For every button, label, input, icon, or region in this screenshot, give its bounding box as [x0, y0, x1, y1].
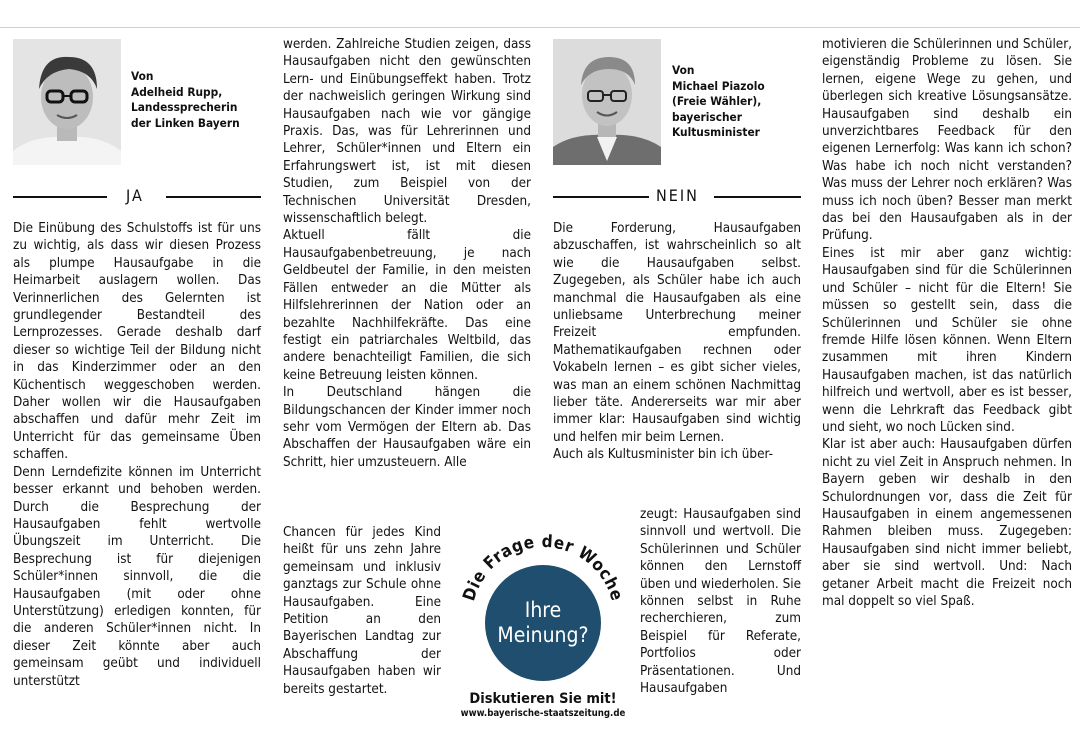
question-of-the-week-promo[interactable] — [452, 520, 634, 720]
ja-author-name: Adelheid Rupp, — [131, 84, 223, 99]
ja-paragraph: Chancen für jedes Kind heißt für uns zehn Jahre gemeinsam und inklusiv ganztags zur Schule ohne Hausaufgaben. Eine Petition an den Bayerischen Landtag zur Abschaffung der Hausaufgaben haben wir bereits gestartet. — [283, 525, 441, 697]
ja-author-role2: der Linken Bayern — [131, 115, 240, 130]
nein-column-1 — [553, 220, 801, 464]
promo-arc-text: Die Frage der Woche — [459, 531, 627, 604]
ja-author-credit — [131, 69, 240, 131]
top-rule — [0, 27, 1080, 28]
ja-paragraph: werden. Zahlreiche Studien zeigen, dass Hausaufgaben nicht den gewünschten Lern- und Einübungseffekt haben. Trotz der nachweislich geringen Wirkung sind Hausaufgaben nach wie vor gängige Praxis. Das, was für Lehrerinnen und Lehrer, Schüler*innen und Eltern ein Erfahrungswert ist, ist mit diesen Studien, zum Beispiel von der Technischen Universität Dresden, wissenschaftlich belegt. — [283, 37, 531, 227]
nein-divider-right — [714, 196, 801, 198]
nein-paragraph: Die Forderung, Hausaufgaben abzuschaffen, ist wahrscheinlich so alt wie die Hausaufgaben selbst. Zugegeben, als Schüler habe ich auch manchmal die Hausaufgaben als eine unliebsame Unterbrechung meiner Freizeit empfunden. Mathematikaufgaben rechnen oder Vokabeln lernen – es gibt sicher vieles, was man an einem schönen Nachmittag lieber täte. Andererseits war mir aber immer klar: Hausaufgaben sind wichtig und helfen mir beim Lernen. — [553, 221, 801, 445]
ja-author-role1: Landessprecherin — [131, 100, 238, 115]
nein-author-role3: Kultusminister — [672, 125, 760, 140]
nein-author-role1: (Freie Wähler), — [672, 94, 762, 109]
ja-paragraph: In Deutschland hängen die Bildungschancen der Kinder immer noch sehr vom Vermögen der Eltern ab. Das Abschaffen der Hausaufgaben wäre ein Schritt, hier umzusteuern. Alle — [283, 385, 531, 470]
nein-divider-left — [553, 196, 649, 198]
nein-author-name: Michael Piazolo — [672, 78, 765, 93]
ja-divider-left — [13, 196, 107, 198]
ja-column-2-wrap — [283, 524, 441, 698]
ja-label: JA — [126, 186, 144, 205]
ja-column-1 — [13, 220, 261, 690]
author-photo-adelheid-rupp — [13, 39, 121, 165]
ja-paragraph: Aktuell fällt die Hausaufgabenbetreuung, je nach Geldbeutel der Familie, in den meisten Fällen entweder an die Mütter als Hilfslehrerinnen der Nation oder an bezahlte Nachhilfekräfte. Das eine festigt ein patriarchales Weltbild, das andere benachteiligt Familien, die sich keine Betreuung leisten können. — [283, 228, 531, 383]
ja-paragraph: Denn Lerndefizite können im Unterricht besser erkannt und behoben werden. Durch die Besprechung der Hausaufgaben fehlt wertvolle Übungszeit im Unterricht. Die Besprechung ist für diejenigen Schüler*innen sinnvoll, die die Hausaufgaben (mit oder ohne Unterstützung) erledigen konnten, für die anderen Schüler*innen nicht. In dieser Zeit könnte aber auch gemeinsam geübt und individuell unterstützt — [13, 464, 261, 689]
nein-paragraph: zeugt: Hausaufgaben sind sinnvoll und wertvoll. Die Schülerinnen und Schüler können den Lernstoff üben und wiederholen. Sie können selbst in Ruhe recherchieren, zum Beispiel für Referate, Portfolios oder Präsentationen. Und Hausaufgaben — [640, 507, 801, 697]
author-photo-michael-piazolo — [553, 39, 661, 165]
nein-author-credit — [672, 63, 765, 141]
nein-author-role2: bayerischer — [672, 109, 742, 124]
promo-circle-line2: Meinung? — [497, 623, 589, 647]
promo-circle-line1: Ihre — [524, 598, 562, 622]
promo-cta: Diskutieren Sie mit! — [469, 691, 617, 707]
ja-author-von: Von — [131, 69, 154, 83]
ja-divider-right — [166, 196, 261, 198]
nein-paragraph: Eines ist mir aber ganz wichtig: Hausaufgaben sind für die Schülerinnen und Schüler – nicht für die Eltern! Sie müssen so gestellt sein, dass die Schülerinnen und Schüler sie ohne fremde Hilfe lösen können. Wenn Eltern zusammen mit ihren Kindern Hausaufgaben machen, ist das natürlich hilfreich und wertvoll, aber es ist besser, wenn die Lehrkraft das Feedback gibt und sieht, wo noch Lücken sind. — [822, 245, 1072, 435]
nein-paragraph: Auch als Kultusminister bin ich über- — [553, 447, 773, 463]
promo-url-link[interactable]: www.bayerische-staatszeitung.de — [460, 708, 626, 719]
nein-author-von: Von — [672, 63, 695, 77]
nein-paragraph: motivieren die Schülerinnen und Schüler, eigenständig Probleme zu lösen. Sie lernen, eigene Wege zu gehen, und überlegen sich kreative Lösungsansätze. Hausaufgaben sind deshalb ein unverzichtbares Feedback für den eigenen Lernerfolg: Was kann ich schon? Was habe ich noch nicht verstanden? Was muss der Lehrer noch erklären? Was muss ich noch üben? Besser man merkt das bei den Hausaufgaben als in der Prüfung. — [822, 37, 1072, 244]
nein-column-1-wrap — [640, 506, 801, 697]
nein-column-2 — [822, 36, 1072, 610]
promo-graphic — [452, 520, 634, 720]
ja-column-2 — [283, 36, 531, 471]
ja-paragraph: Die Einübung des Schulstoffs ist für uns zu wichtig, als dass wir diesen Prozess als plumpe Hausaufgabe in die Heimarbeit auslagern wollen. Das Verinnerlichen des Gelernten ist grundlegender Bestandteil des Lernprozesses. Gerade deshalb darf dieser so wichtige Teil der Bildung nicht in das Kinderzimmer oder an den Küchentisch weggeschoben werden. Daher wollen wir die Hausaufgaben abschaffen und dafür mehr Zeit im Unterricht für das gemeinsame Üben schaffen. — [13, 221, 261, 463]
nein-paragraph: Klar ist aber auch: Hausaufgaben dürfen nicht zu viel Zeit in Anspruch nehmen. In Bayern geben wir deshalb in den Schulordnungen vor, dass die Zeit für Hausaufgaben in einem angemessenen Rahmen bleiben muss. Zugegeben: Hausaufgaben sind nicht immer beliebt, aber sie sind wertvoll. Und: Nach getaner Arbeit macht die Freizeit noch mal doppelt so viel Spaß. — [822, 437, 1072, 609]
nein-label: NEIN — [656, 186, 699, 205]
